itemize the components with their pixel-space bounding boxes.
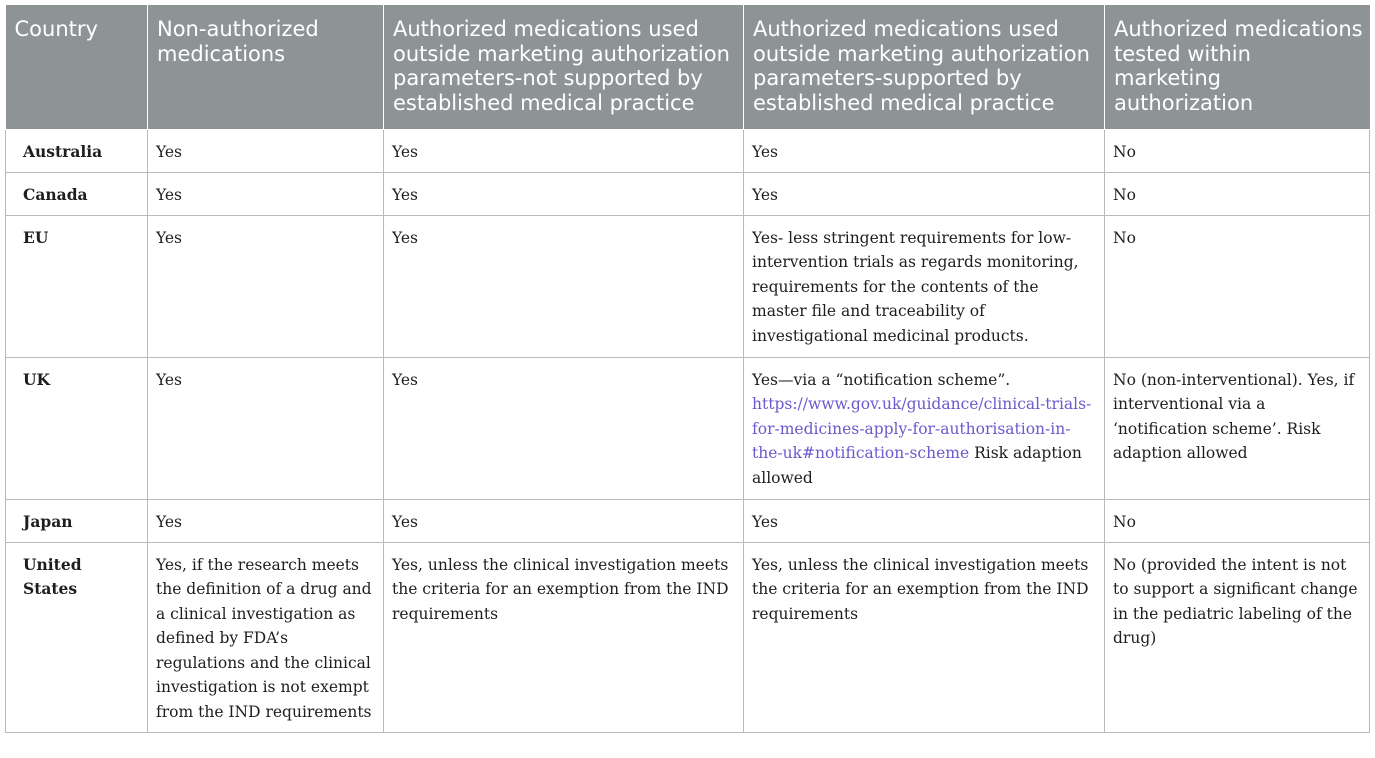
within-cell: No (1105, 499, 1370, 542)
table-row (6, 542, 1370, 732)
header-within-authorization: Authorized medications tested within marketing authorization (1105, 5, 1370, 129)
comparison-table (5, 5, 1370, 733)
table-row (6, 357, 1370, 499)
within-cell: No (1105, 215, 1370, 357)
table-body (6, 129, 1370, 732)
supported-cell: Yes, unless the clinical investigation meets the criteria for an exemption from the IND requirements (744, 542, 1105, 732)
supported-cell: Yes (744, 172, 1105, 215)
supported-cell: Yes (744, 129, 1105, 172)
non-authorized-cell: Yes (148, 357, 384, 499)
country-cell: UK (6, 357, 148, 499)
not-supported-cell: Yes (384, 357, 744, 499)
within-cell: No (1105, 172, 1370, 215)
table-row (6, 172, 1370, 215)
supported-cell: Yes- less stringent requirements for low-intervention trials as regards monitoring, requirements for the contents of the master file and traceability of investigational medicinal products. (744, 215, 1105, 357)
not-supported-cell: Yes, unless the clinical investigation meets the criteria for an exemption from the IND requirements (384, 542, 744, 732)
non-authorized-cell: Yes, if the research meets the definition of a drug and a clinical investigation as defined by FDA’s regulations and the clinical investigation is not exempt from the IND requirements (148, 542, 384, 732)
header-not-supported: Authorized medications used outside marketing authorization parameters-not supported by established medical practice (384, 5, 744, 129)
not-supported-cell: Yes (384, 172, 744, 215)
country-cell: United States (6, 542, 148, 732)
non-authorized-cell: Yes (148, 499, 384, 542)
table-row (6, 129, 1370, 172)
header-non-authorized: Non-authorized medications (148, 5, 384, 129)
supported-cell: Yes (744, 499, 1105, 542)
supported-prefix: Yes—via a “notification scheme”. (752, 370, 1011, 389)
within-cell: No (provided the intent is not to support a significant change in the pediatric labeling of the drug) (1105, 542, 1370, 732)
not-supported-cell: Yes (384, 129, 744, 172)
header-country: Country (6, 5, 148, 129)
country-cell: EU (6, 215, 148, 357)
not-supported-cell: Yes (384, 499, 744, 542)
within-cell: No (non-interventional). Yes, if interventional via a ‘notification scheme’. Risk adaption allowed (1105, 357, 1370, 499)
within-cell: No (1105, 129, 1370, 172)
table-header (6, 5, 1370, 129)
header-row (6, 5, 1370, 129)
country-cell: Australia (6, 129, 148, 172)
country-cell: Canada (6, 172, 148, 215)
not-supported-cell: Yes (384, 215, 744, 357)
notification-scheme-link[interactable]: https://www.gov.uk/guidance/clinical-trials-for-medicines-apply-for-authorisation-in-the-uk#notification-scheme (752, 395, 1092, 462)
supported-suffix: Risk adaption allowed (752, 444, 1082, 487)
non-authorized-cell: Yes (148, 172, 384, 215)
supported-cell (744, 357, 1105, 499)
table-row (6, 215, 1370, 357)
table-row (6, 499, 1370, 542)
non-authorized-cell: Yes (148, 129, 384, 172)
country-cell: Japan (6, 499, 148, 542)
non-authorized-cell: Yes (148, 215, 384, 357)
header-supported: Authorized medications used outside marketing authorization parameters-supported by established medical practice (744, 5, 1105, 129)
